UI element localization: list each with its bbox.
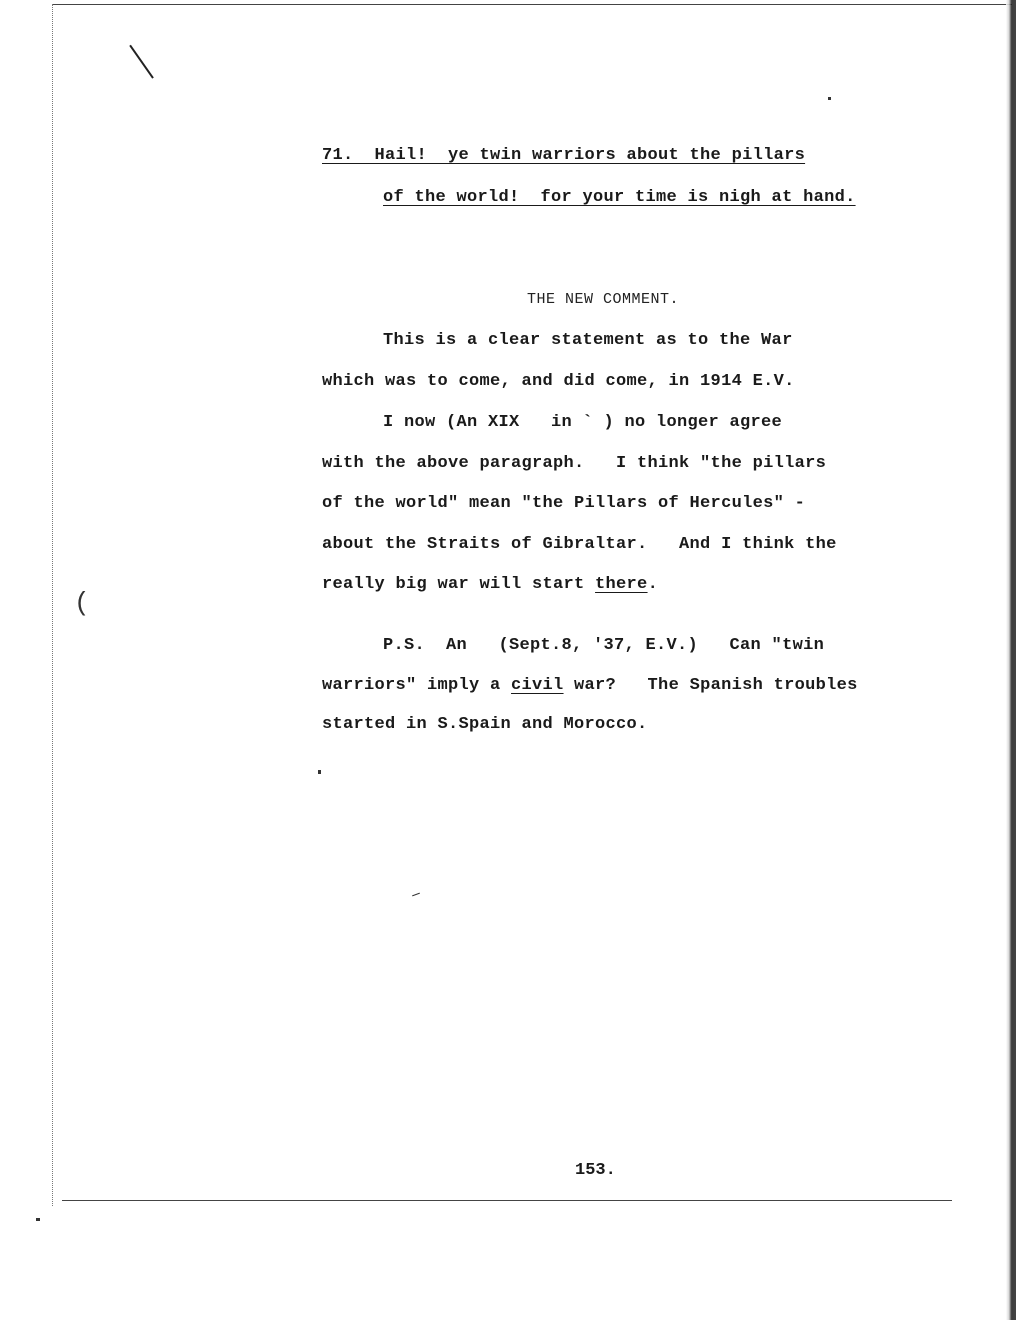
paragraph-3-line-2 [322,676,858,696]
paragraph-2-line-2: with the above paragraph. I think "the pillars [322,454,827,473]
underlined-word-there: there [595,575,648,594]
page-border-bottom [62,1200,952,1201]
margin-mark: ( [74,588,90,618]
verse-line-2: of the world! for your time is nigh at hand. [383,188,856,207]
paragraph-3-line-2-end: war? The Spanish troubles [563,676,858,695]
paragraph-2-line-1: I now (An XIX in ` ) no longer agree [383,413,783,432]
paragraph-2-line-5-text: really big war will start [322,575,596,594]
ink-speck [318,770,321,774]
paragraph-2-line-5 [322,575,658,595]
paragraph-2-line-4: about the Straits of Gibraltar. And I think the [322,535,837,554]
underlined-word-civil: civil [511,676,564,695]
verse-line-1: 71. Hail! ye twin warriors about the pillars [322,146,806,165]
ink-speck [828,97,831,100]
section-heading: THE NEW COMMENT. [527,291,680,308]
paragraph-2-line-5-end: . [647,575,659,594]
page-edge-shadow [1006,0,1016,1320]
paragraph-3-line-2-text: warriors" imply a [322,676,512,695]
paragraph-1-line-2: which was to come, and did come, in 1914 E.V. [322,372,795,391]
page-border-top [52,4,1012,5]
page-border-left [52,4,53,1206]
paragraph-2-line-3: of the world" mean "the Pillars of Hercules" - [322,494,806,513]
paragraph-3-line-3: started in S.Spain and Morocco. [322,715,648,734]
page-number: 153. [575,1161,616,1180]
pen-mark [129,41,158,78]
ink-speck [36,1218,40,1221]
ink-speck [412,893,420,897]
paragraph-3-line-1: P.S. An (Sept.8, '37, E.V.) Can "twin [383,636,825,655]
paragraph-1-line-1: This is a clear statement as to the War [383,331,793,350]
